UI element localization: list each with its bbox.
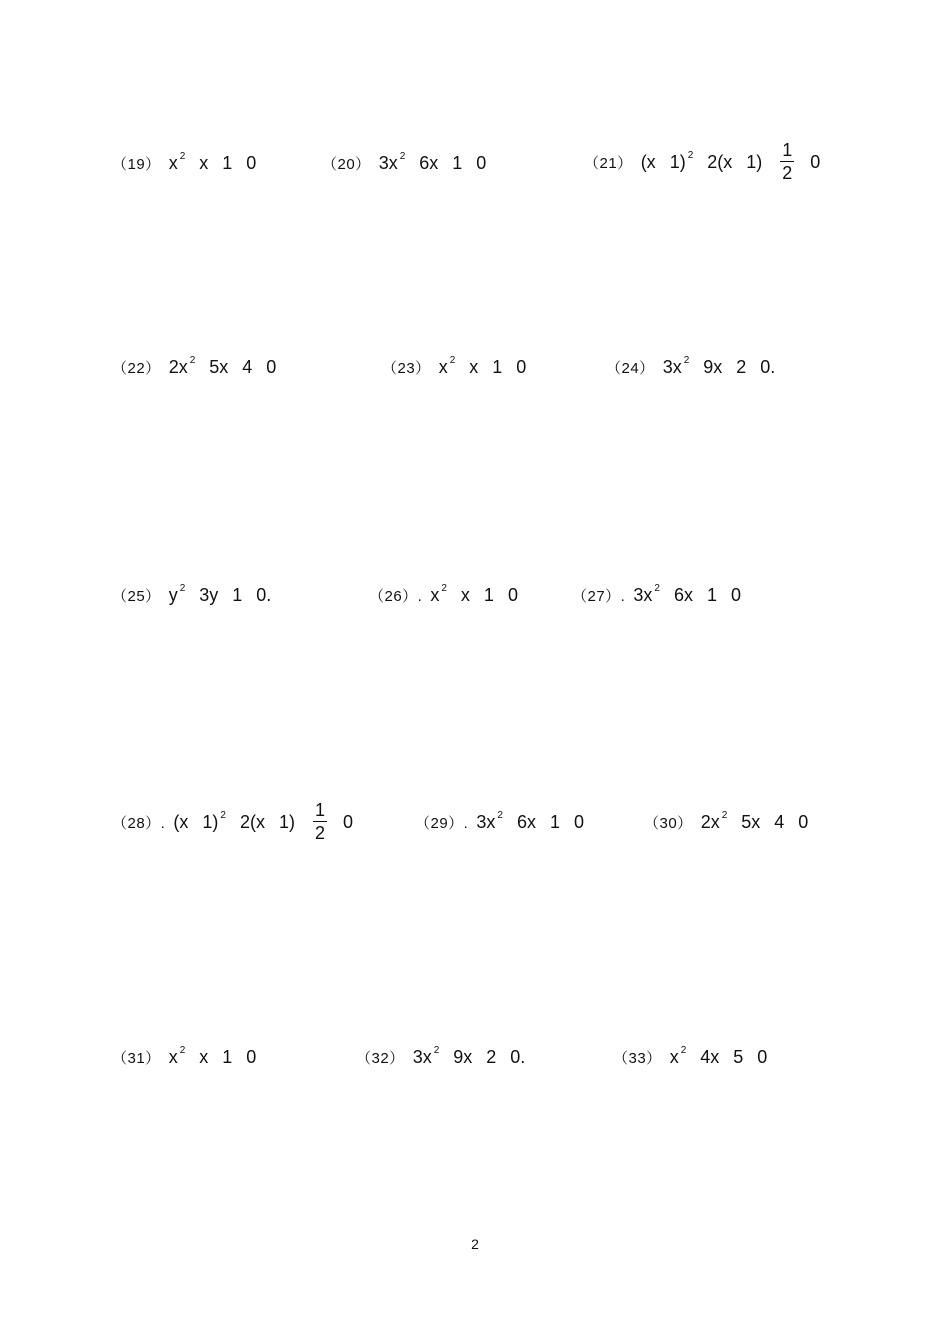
term: 3x $^2$ bbox=[476, 810, 503, 832]
problem-26 bbox=[369, 585, 532, 606]
problem-label: （29）. bbox=[415, 815, 469, 832]
term: 0 bbox=[730, 585, 741, 605]
term: x bbox=[469, 357, 479, 377]
problem-32 bbox=[356, 1047, 539, 1068]
problem-24 bbox=[606, 357, 789, 378]
term: 4 bbox=[242, 357, 253, 377]
term: 1 bbox=[706, 585, 717, 605]
problem-label: （28）. bbox=[112, 815, 166, 833]
term: 0 bbox=[246, 153, 257, 173]
problem-row bbox=[0, 573, 950, 633]
problem-22 bbox=[112, 357, 290, 378]
term: 0 bbox=[246, 1047, 257, 1067]
term: 1 bbox=[222, 153, 233, 173]
term: 3x $^2$ bbox=[412, 1045, 440, 1067]
term: 6x bbox=[419, 153, 439, 173]
problem-label: （30） bbox=[644, 815, 693, 832]
problem-33 bbox=[613, 1047, 781, 1068]
problem-label: （21） bbox=[584, 155, 633, 173]
term: x bbox=[199, 153, 209, 173]
term: 0. bbox=[510, 1047, 526, 1067]
term: y $^2$ bbox=[168, 583, 186, 605]
problem-row bbox=[0, 345, 950, 405]
term: 0. bbox=[760, 357, 776, 377]
term: x $^2$ bbox=[430, 583, 447, 605]
term: 3y bbox=[199, 585, 219, 605]
term: 2(x bbox=[707, 152, 733, 173]
term: 2x $^2$ bbox=[168, 355, 196, 377]
term: (x bbox=[640, 152, 656, 173]
term: 0. bbox=[256, 585, 272, 605]
term: 3x $^2$ bbox=[633, 583, 660, 605]
problem-label: （26）. bbox=[369, 588, 423, 605]
term: 6x bbox=[516, 812, 536, 832]
term: 2(x bbox=[239, 812, 265, 833]
problem-label: （19） bbox=[112, 156, 161, 173]
term: 1) bbox=[278, 812, 295, 833]
term: 9x bbox=[453, 1047, 473, 1067]
fraction-one-half: $\frac{1}{2}$ bbox=[782, 140, 793, 183]
term: 0 bbox=[507, 585, 518, 605]
term: 5 bbox=[733, 1047, 744, 1067]
term: 0 bbox=[810, 152, 821, 173]
term: 9x bbox=[703, 357, 723, 377]
term: 0 bbox=[757, 1047, 768, 1067]
term: 1 bbox=[222, 1047, 233, 1067]
term: 1) $^2$ bbox=[669, 150, 694, 173]
problem-20 bbox=[322, 153, 500, 174]
problem-label: （27）. bbox=[572, 588, 626, 605]
problem-row bbox=[0, 140, 950, 200]
term: 4x bbox=[700, 1047, 720, 1067]
term: x bbox=[199, 1047, 209, 1067]
problem-31 bbox=[112, 1047, 270, 1068]
fraction-one-half: $\frac{1}{2}$ bbox=[314, 800, 325, 843]
term: 0 bbox=[266, 357, 277, 377]
term: x $^2$ bbox=[168, 1045, 186, 1067]
problem-row bbox=[0, 1035, 950, 1095]
term: 5x bbox=[741, 812, 761, 832]
term: 0 bbox=[476, 153, 487, 173]
problem-30 bbox=[644, 812, 822, 833]
term: 2 bbox=[736, 357, 747, 377]
term: 4 bbox=[774, 812, 785, 832]
term: 1 bbox=[452, 153, 463, 173]
problem-label: （33） bbox=[613, 1050, 662, 1067]
term: 3x $^2$ bbox=[662, 355, 690, 377]
term: 5x bbox=[209, 357, 229, 377]
term: 0 bbox=[798, 812, 809, 832]
page-number: 2 bbox=[471, 1236, 479, 1252]
term: 2 bbox=[486, 1047, 497, 1067]
term: (x bbox=[173, 812, 189, 833]
problem-25 bbox=[112, 585, 285, 606]
term: 1 bbox=[232, 585, 243, 605]
term: 6x bbox=[673, 585, 693, 605]
problem-27 bbox=[572, 585, 755, 606]
term: 1 bbox=[483, 585, 494, 605]
problem-label: （22） bbox=[112, 360, 161, 377]
term: 3x $^2$ bbox=[378, 151, 406, 173]
problem-28 bbox=[112, 802, 367, 845]
term: 0 bbox=[573, 812, 584, 832]
problem-29 bbox=[415, 812, 598, 833]
problem-21 bbox=[584, 142, 834, 185]
problem-label: （31） bbox=[112, 1050, 161, 1067]
term: 1 bbox=[549, 812, 560, 832]
problem-row bbox=[0, 800, 950, 860]
problem-label: （32） bbox=[356, 1050, 405, 1067]
term: 1) $^2$ bbox=[202, 810, 226, 833]
problem-label: （20） bbox=[322, 156, 371, 173]
problem-23 bbox=[382, 357, 540, 378]
term: x $^2$ bbox=[438, 355, 456, 377]
term: 1) bbox=[746, 152, 763, 173]
term: 0 bbox=[516, 357, 527, 377]
problem-label: （23） bbox=[382, 360, 431, 377]
term: x $^2$ bbox=[168, 151, 186, 173]
term: 2x $^2$ bbox=[700, 810, 728, 832]
term: 1 bbox=[492, 357, 503, 377]
term: x $^2$ bbox=[669, 1045, 687, 1067]
term: 0 bbox=[342, 812, 353, 833]
term: x bbox=[460, 585, 470, 605]
problem-19 bbox=[112, 153, 270, 174]
problem-label: （24） bbox=[606, 360, 655, 377]
problem-label: （25） bbox=[112, 588, 161, 605]
